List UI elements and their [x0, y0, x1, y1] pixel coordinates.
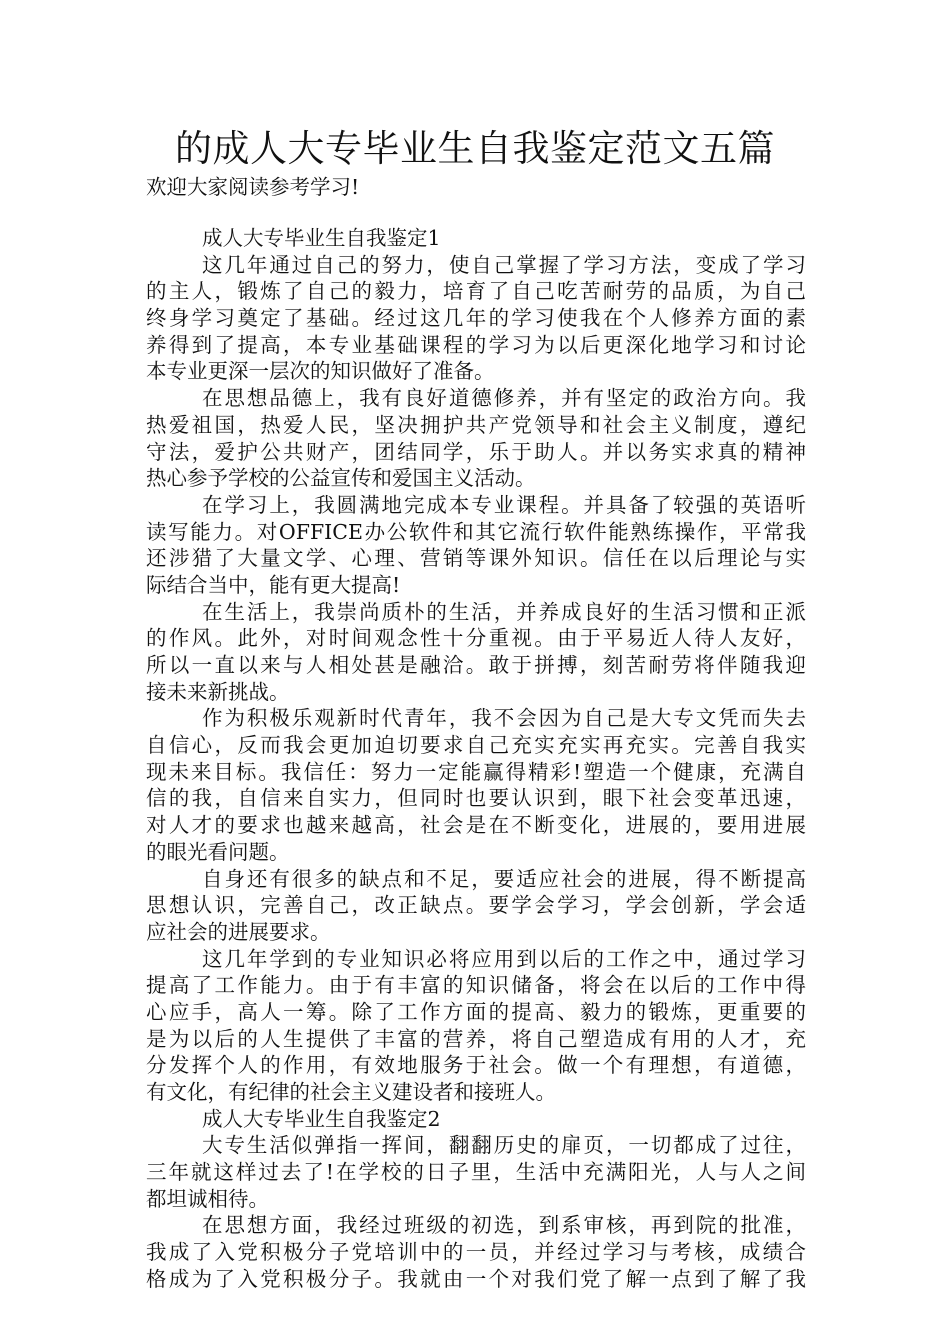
paragraph-line: 在思想方面，我经过班级的初选，到系审核，再到院的批准， [202, 1213, 806, 1238]
paragraph-line: 都坦诚相待。 [146, 1186, 269, 1211]
document-body [146, 225, 806, 1293]
paragraph-line: 在思想品德上，我有良好道德修养，并有坚定的政治方向。我 [202, 386, 806, 411]
intro-text: 欢迎大家阅读参考学习! [146, 175, 360, 199]
paragraph-line: 本专业更深一层次的知识做好了准备。 [146, 359, 495, 384]
paragraph-line: 大专生活似弹指一挥间，翻翻历史的扉页，一切都成了过往， [202, 1133, 806, 1158]
paragraph-line: 养得到了提高，本专业基础课程的学习为以后更深化地学习和讨论 [146, 332, 806, 357]
paragraph-line: 所以一直以来与人相处甚是融洽。敢于拼搏，刻苦耐劳将伴随我迎 [146, 653, 806, 677]
paragraph-line: 这几年通过自己的努力，使自己掌握了学习方法，变成了学习 [202, 252, 806, 277]
paragraph-line: 思想认识，完善自己，改正缺点。要学会学习，学会创新，学会适 [146, 893, 806, 918]
paragraph-line: 三年就这样过去了!在学校的日子里，生活中充满阳光，人与人之间 [146, 1160, 806, 1185]
section-heading: 成人大专毕业生自我鉴定2 [202, 1106, 441, 1131]
paragraph-line: 热心参予学校的公益宣传和爱国主义活动。 [146, 466, 536, 491]
section-heading: 成人大专毕业生自我鉴定1 [202, 226, 441, 250]
paragraph-line: 接未来新挑战。 [146, 679, 290, 704]
paragraph-line: 热爱祖国，热爱人民，坚决拥护共产党领导和社会主义制度，遵纪 [146, 412, 806, 437]
paragraph-line: 终身学习奠定了基础。经过这几年的学习使我在个人修养方面的素 [146, 306, 806, 331]
paragraph-line: 心应手，高人一筹。除了工作方面的提高、毅力的锻炼，更重要的 [146, 999, 806, 1024]
paragraph-line: 还涉猎了大量文学、心理、营销等课外知识。信任在以后理论与实 [146, 546, 806, 571]
paragraph-line: 作为积极乐观新时代青年，我不会因为自己是大专文凭而失去 [202, 706, 806, 731]
paragraph-line: 格成为了入党积极分子。我就由一个对我们党了解一点到了解了我 [146, 1266, 806, 1291]
paragraph-line: 这几年学到的专业知识必将应用到以后的工作之中，通过学习 [202, 946, 806, 971]
paragraph-line: 的主人，锻炼了自己的毅力，培育了自己吃苦耐劳的品质，为自己 [146, 279, 806, 304]
paragraph-line: 应社会的进展要求。 [146, 919, 331, 944]
paragraph-line: 现未来目标。我信任：努力一定能赢得精彩!塑造一个健康，充满自 [146, 759, 806, 784]
paragraph-line: 自身还有很多的缺点和不足，要适应社会的进展，得不断提高 [202, 866, 806, 891]
paragraph-line: 分发挥个人的作用，有效地服务于社会。做一个有理想，有道德， [146, 1053, 806, 1078]
paragraph-line: 是为以后的人生提供了丰富的营养，将自己塑造成有用的人才，充 [146, 1026, 806, 1051]
document-title: 的成人大专毕业生自我鉴定范文五篇 [175, 127, 775, 170]
paragraph-line: 信的我，自信来自实力，但同时也要认识到，眼下社会变革迅速， [146, 786, 806, 811]
paragraph-line: 读写能力。对OFFICE办公软件和其它流行软件能熟练操作，平常我 [146, 519, 806, 544]
paragraph-line: 对人才的要求也越来越高，社会是在不断变化，进展的，要用进展 [146, 813, 806, 838]
paragraph-line: 有文化，有纪律的社会主义建设者和接班人。 [146, 1080, 556, 1104]
paragraph-line: 自信心，反而我会更加迫切要求自己充实充实再充实。完善自我实 [146, 733, 806, 758]
paragraph-line: 提高了工作能力。由于有丰富的知识储备，将会在以后的工作中得 [146, 973, 806, 998]
paragraph-line: 的作风。此外，对时间观念性十分重视。由于平易近人待人友好， [146, 626, 806, 651]
paragraph-line: 的眼光看问题。 [146, 839, 290, 864]
paragraph-line: 守法，爱护公共财产，团结同学，乐于助人。并以务实求真的精神 [146, 439, 806, 464]
paragraph-line: 在生活上，我崇尚质朴的生活，并养成良好的生活习惯和正派 [202, 599, 806, 624]
paragraph-line: 在学习上，我圆满地完成本专业课程。并具备了较强的英语听 [202, 492, 806, 517]
paragraph-line: 我成了入党积极分子党培训中的一员，并经过学习与考核，成绩合 [146, 1240, 806, 1265]
paragraph-line: 际结合当中，能有更大提高! [146, 572, 401, 597]
